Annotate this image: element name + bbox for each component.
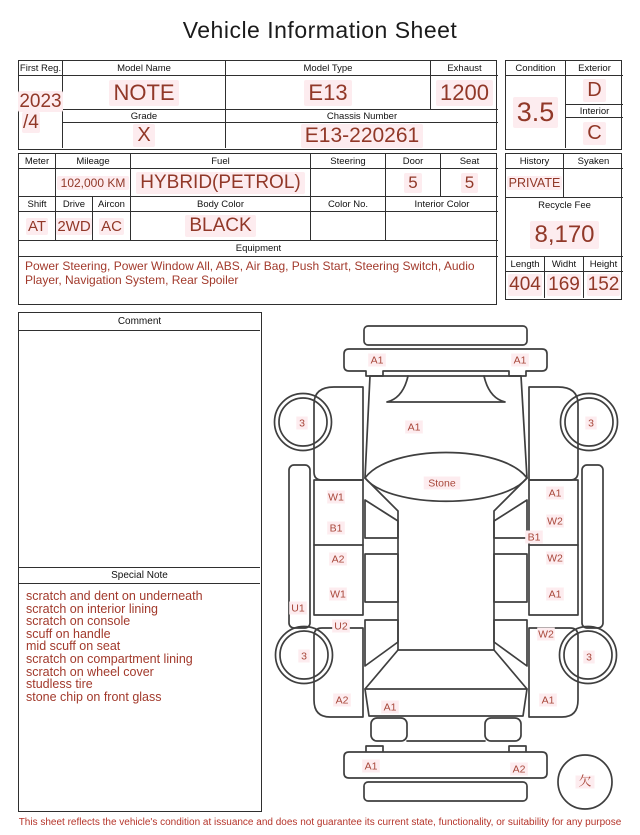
damage-label: U2: [334, 620, 348, 633]
recycle-fee-header: Recycle Fee: [538, 200, 591, 211]
detail-table-right: [505, 153, 622, 300]
shift-header: Shift: [19, 197, 56, 212]
height-value: 152: [587, 274, 620, 295]
width-header: Widht: [545, 257, 584, 272]
exhaust-value: 1200: [431, 76, 498, 110]
interior-value: C: [566, 118, 623, 148]
chassis-number-header: Chassis Number: [226, 110, 498, 123]
damage-label: 3: [588, 417, 594, 430]
rear-deck: [365, 689, 527, 741]
door-header: Door: [386, 154, 441, 169]
grade-value: X: [63, 123, 226, 148]
model-name-value: NOTE: [63, 76, 226, 110]
damage-label: A2: [331, 553, 345, 566]
taillight-left: [371, 718, 407, 741]
model-type-header: Model Type: [226, 61, 431, 76]
page-title: Vehicle Information Sheet: [182, 17, 458, 43]
recycle-fee-value: 8,170: [506, 213, 623, 257]
width-value: 169: [545, 272, 584, 298]
footer-disclaimer: This sheet reflects the vehicle's condition at issuance and does not guarantee its current state, functionality, or suitability for any purpose: [18, 817, 622, 828]
drive-value: 2WD: [56, 212, 93, 241]
special-note-item: scratch on wheel cover: [26, 664, 154, 679]
damage-label: A1: [383, 701, 397, 714]
damage-label: W1: [328, 491, 344, 504]
length-value: 404: [506, 272, 545, 298]
length-header: Length: [506, 257, 545, 272]
damage-label: W2: [547, 515, 563, 528]
damage-label: 3: [586, 651, 592, 664]
meter-value: [19, 169, 56, 197]
aircon-header: Aircon: [93, 197, 131, 212]
sill-right: [582, 465, 603, 628]
first-reg-header: First Reg.: [19, 61, 63, 76]
condition-header: Condition: [506, 61, 566, 76]
rear-glass: [365, 650, 527, 689]
damage-label: U1: [291, 602, 305, 615]
top-table: [18, 60, 497, 150]
seat-value: 5: [441, 169, 498, 197]
chassis-number-value: E13-220261: [226, 123, 498, 148]
equipment-value: Power Steering, Power Window All, ABS, Air Bag, Push Start, Steering Switch, Audio Player, Navigation System, Rear Spoiler: [25, 259, 475, 287]
damage-label: A1: [364, 760, 378, 773]
damage-label: A1: [548, 588, 562, 601]
comment-box: [18, 312, 262, 812]
fuel-header: Fuel: [131, 154, 311, 169]
damage-label: 欠: [578, 773, 592, 789]
damage-label: W2: [538, 628, 554, 641]
syaken-value: [564, 169, 623, 198]
car-damage-diagram: [270, 310, 640, 810]
diagram-labels: [289, 354, 596, 789]
special-note-item: mid scuff on seat: [26, 639, 121, 654]
interior-header: Interior: [566, 105, 623, 118]
comment-header: Comment: [19, 313, 260, 331]
headlights-cowl-line: [387, 376, 505, 402]
damage-label: W2: [547, 552, 563, 565]
aircon-value: AC: [93, 212, 131, 241]
fuel-value: HYBRID(PETROL): [131, 169, 311, 197]
damage-label: A1: [541, 694, 555, 707]
special-note-list: [19, 584, 260, 810]
body-color-value: BLACK: [131, 212, 311, 241]
damage-label: 3: [299, 417, 305, 430]
shift-value: AT: [19, 212, 56, 241]
damage-label: Stone: [428, 477, 456, 490]
steering-value: [311, 169, 386, 197]
history-value: PRIVATE: [506, 169, 564, 198]
damage-label: B1: [527, 531, 541, 544]
interior-color-header: Interior Color: [386, 197, 498, 212]
height-header: Height: [584, 257, 623, 272]
condition-value: 3.5: [506, 76, 566, 148]
color-no-value: [311, 212, 386, 241]
body-color-header: Body Color: [131, 197, 311, 212]
special-note-item: scratch on interior lining: [26, 601, 159, 616]
taillight-right: [485, 718, 521, 741]
exterior-value: D: [566, 76, 623, 105]
seat-header: Seat: [441, 154, 498, 169]
equipment-header: Equipment: [19, 241, 498, 257]
hood-outline: [365, 376, 527, 478]
rear-window-left: [365, 554, 398, 602]
damage-label: 3: [301, 650, 307, 663]
damage-label: A2: [335, 694, 349, 707]
model-type-value: E13: [226, 76, 431, 110]
roof-rails: [365, 478, 527, 650]
damage-label: W1: [330, 588, 346, 601]
comment-body: [19, 331, 260, 567]
syaken-header: Syaken: [564, 154, 623, 169]
rear-strip: [364, 782, 527, 801]
special-note-item: scuff on handle: [26, 626, 111, 641]
history-header: History: [506, 154, 564, 169]
rear-window-right: [494, 554, 527, 602]
grade-header: Grade: [63, 110, 226, 123]
quarter-window-right: [494, 620, 527, 666]
exterior-header: Exterior: [566, 61, 623, 76]
damage-label: B1: [329, 522, 343, 535]
special-note-item: scratch and dent on underneath: [26, 589, 203, 603]
drive-header: Drive: [56, 197, 93, 212]
exhaust-header: Exhaust: [431, 61, 498, 76]
steering-header: Steering: [311, 154, 386, 169]
door-value: 5: [386, 169, 441, 197]
quarter-window-left: [365, 620, 398, 666]
condition-table: [505, 60, 622, 150]
front-grille-strip: [364, 326, 527, 345]
damage-label: A1: [407, 421, 421, 434]
color-no-header: Color No.: [311, 197, 386, 212]
special-note-item: scratch on console: [26, 614, 131, 629]
special-note-item: stone chip on front glass: [26, 689, 162, 704]
damage-label: A1: [548, 487, 562, 500]
detail-table: [18, 153, 497, 305]
interior-color-value: [386, 212, 498, 241]
first-reg-value: 2023 /4: [19, 76, 63, 148]
damage-label: A1: [370, 354, 384, 367]
mileage-value: 102,000 KM: [56, 169, 131, 197]
special-note-header: Special Note: [19, 567, 260, 584]
mileage-header: Mileage: [56, 154, 131, 169]
meter-header: Meter: [19, 154, 56, 169]
damage-label: A1: [513, 354, 527, 367]
special-note-item: scratch on compartment lining: [26, 651, 193, 666]
damage-label: A2: [512, 763, 526, 776]
model-name-header: Model Name: [63, 61, 226, 76]
special-note-item: studless tire: [26, 677, 93, 692]
